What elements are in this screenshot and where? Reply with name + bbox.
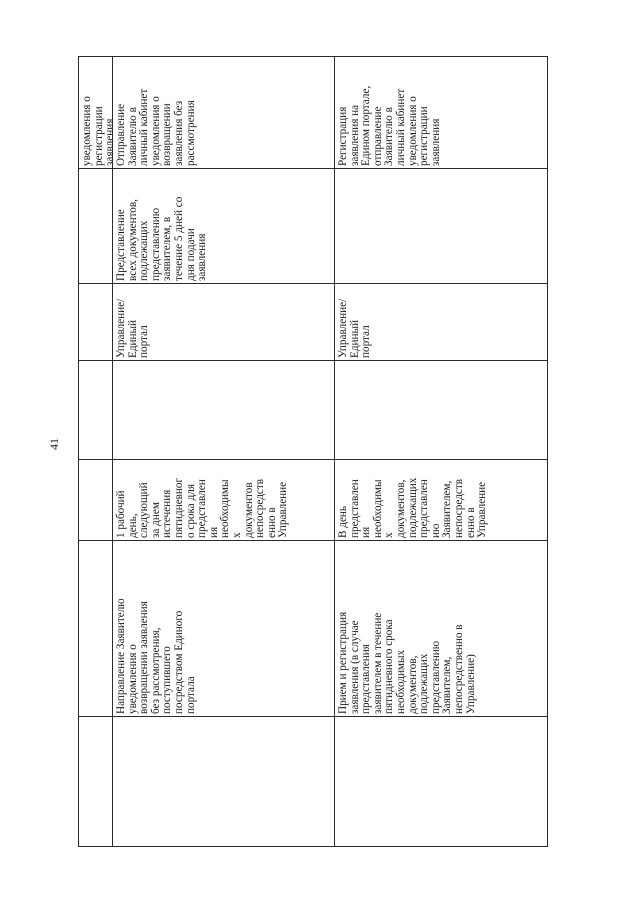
table-cell-r1-c7: Отправление Заявителю в личный кабинет уведомления о возвращении заявления без рассмотрения <box>112 56 334 168</box>
table-cell-r2-c1 <box>334 716 548 847</box>
table-cell-r0-c2 <box>78 540 112 716</box>
table-cell-r1-c4 <box>112 360 334 459</box>
table-cell-r0-c5 <box>78 283 112 360</box>
table-cell-r2-c4 <box>334 360 548 459</box>
table-cell-r1-c3: 1 рабочий день, следующий за днем истечения пятидневног о срока для представлен ия необходимы х документов непосредств енно в Управление <box>112 459 334 540</box>
table-cell-r1-c5: Управление/ Единый портал <box>112 283 334 360</box>
table-cell-r1-c6: Представление всех документов, подлежащих представлению заявителем, в течение 5 дней со дня подачи заявления <box>112 168 334 283</box>
table-cell-r0-c6 <box>78 168 112 283</box>
table-cell-r2-c6 <box>334 168 548 283</box>
table-cell-r0-c3 <box>78 459 112 540</box>
table-cell-r0-c4 <box>78 360 112 459</box>
table-cell-r2-c7: Регистрация заявления на Едином портале, отправление Заявителю в личный кабинет уведомления о регистрации заявления <box>334 56 548 168</box>
page-number: 41 <box>47 438 61 450</box>
table-cell-r1-c1 <box>112 716 334 847</box>
table-cell-r2-c3: В день представлен ия необходимы х документов, подлежащих представлен ию Заявителем, непосредств енно в Управление <box>334 459 548 540</box>
table-cell-r0-c1 <box>78 716 112 847</box>
table-cell-r2-c2: Прием и регистрация заявления (в случае представления заявителем в течение пятидневного срока необходимых документов, подлежащих представлению Заявителем, непосредственно в Управление) <box>334 540 548 716</box>
table-cell-r1-c2: Направление Заявителю уведомления о возвращении заявления без рассмотрения, поступившего посредством Единого портала <box>112 540 334 716</box>
table-cell-r2-c5: Управление/ Единый портал <box>334 283 548 360</box>
table-cell-r0-c7: уведомления о регистрации заявления <box>78 56 112 168</box>
